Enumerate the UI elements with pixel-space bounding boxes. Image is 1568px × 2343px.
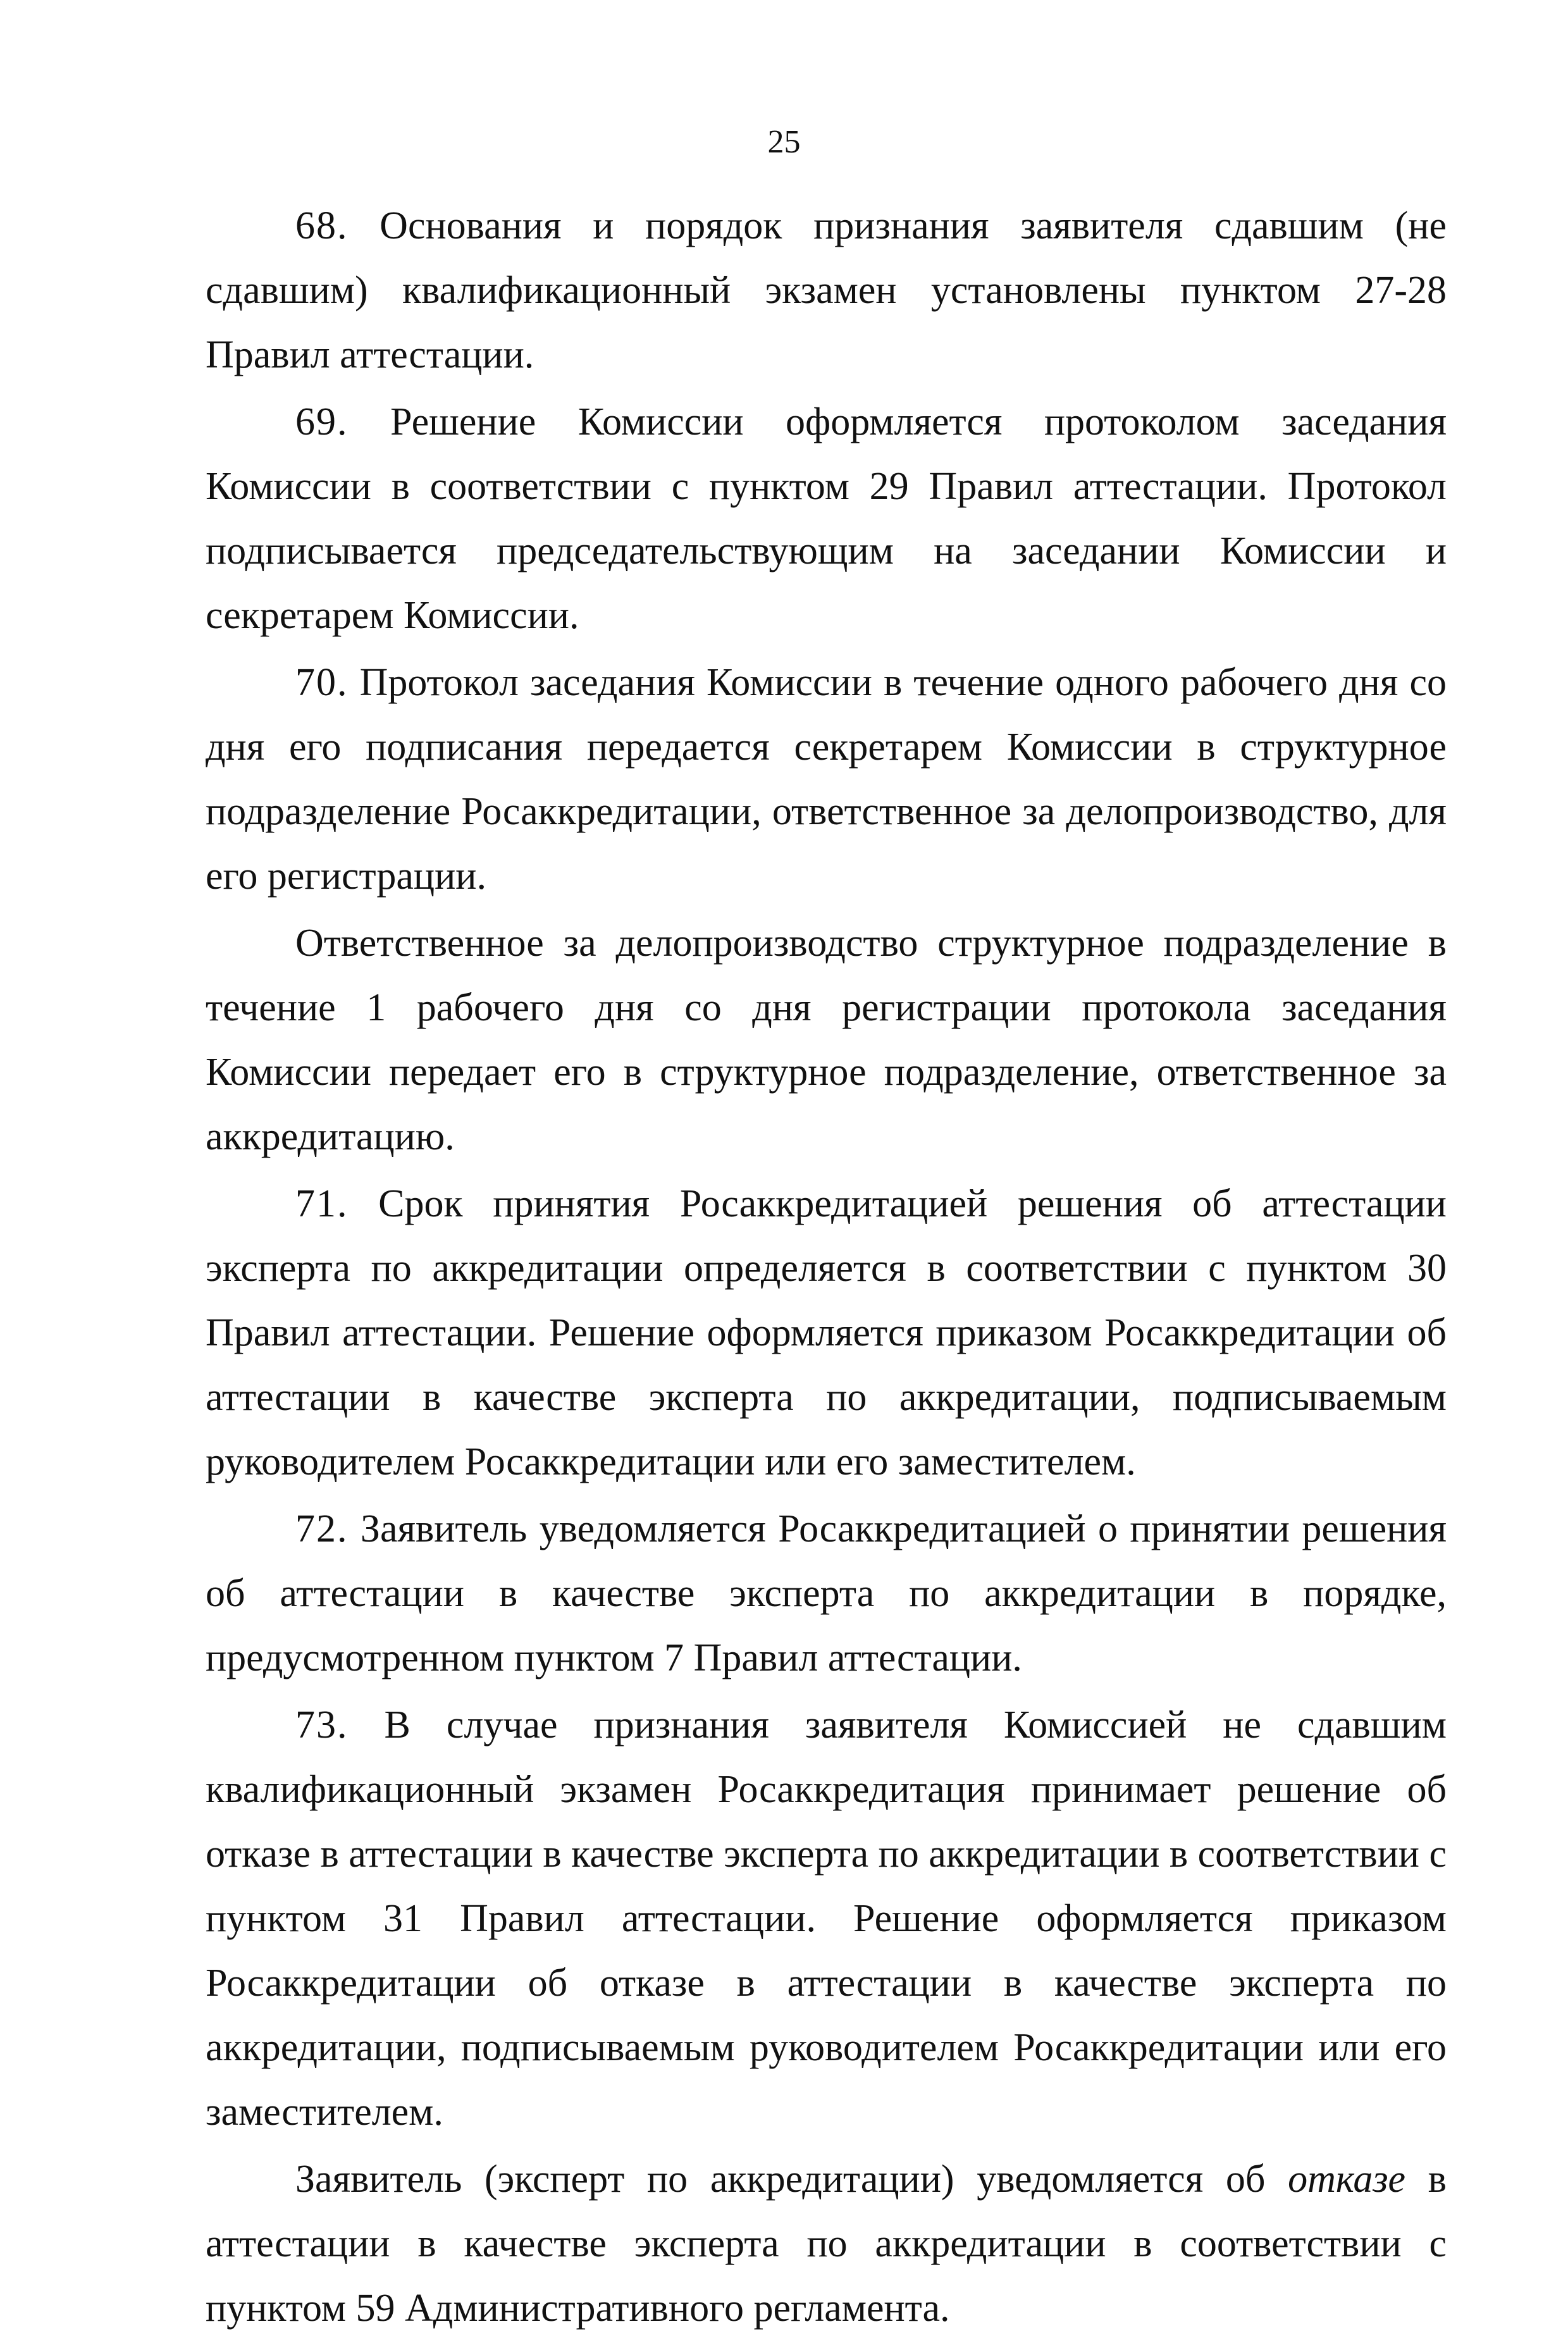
paragraph-70 (206, 650, 1447, 908)
paragraph-number: 70. (295, 661, 349, 704)
paragraph-text: Заявитель (эксперт по аккредитации) уведомляется об (295, 2158, 1288, 2201)
paragraph-number: 73. (295, 1703, 349, 1746)
paragraph-73-continued (206, 2147, 1447, 2340)
page-number: 25 (767, 124, 801, 160)
paragraph-text: Срок принятия Росаккредитацией решения об аттестации эксперта по аккредитации определяется в соответствии с пунктом 30 Правил аттестации. Решение оформляется приказом Росаккредитации об аттестации в качестве эксперта по аккредитации, подписываемым руководителем Росаккредитации или его заместителем. (206, 1182, 1447, 1483)
paragraph-69 (206, 390, 1447, 648)
paragraph-text: Протокол заседания Комиссии в течение одного рабочего дня со дня его подписания передается секретарем Комиссии в структурное подразделение Росаккредитации, ответственное за делопроизводство, для его регистрации. (206, 661, 1447, 898)
paragraph-68 (206, 194, 1447, 387)
paragraph-text: Основания и порядок признания заявителя сдавшим (не сдавшим) квалификационный экзамен установлены пунктом 27-28 Правил аттестации. (206, 204, 1447, 376)
paragraph-71 (206, 1172, 1447, 1494)
paragraph-text: Ответственное за делопроизводство структурное подразделение в течение 1 рабочего дня со дня регистрации протокола заседания Комиссии передает его в структурное подразделение, ответственное за аккредитацию. (206, 922, 1447, 1158)
paragraph-73 (206, 1693, 1447, 2144)
document-body (206, 194, 1447, 2343)
paragraph-70-continued (206, 911, 1447, 1169)
paragraph-number: 68. (295, 204, 349, 247)
paragraph-text: Заявитель уведомляется Росаккредитацией о принятии решения об аттестации в качестве эксперта по аккредитации в порядке, предусмотренном пунктом 7 Правил аттестации. (206, 1507, 1447, 1679)
paragraph-number: 69. (295, 400, 349, 443)
paragraph-text: В случае признания заявителя Комиссией не сдавшим квалификационный экзамен Росаккредитация принимает решение об отказе в аттестации в качестве эксперта по аккредитации в соответствии с пунктом 31 Правил аттестации. Решение оформляется приказом Росаккредитации об отказе в аттестации в качестве эксперта по аккредитации, подписываемым руководителем Росаккредитации или его заместителем. (206, 1703, 1447, 2134)
paragraph-number: 72. (295, 1507, 349, 1550)
emphasized-word: отказе (1288, 2158, 1406, 2201)
paragraph-72 (206, 1497, 1447, 1690)
paragraph-text: Решение Комиссии оформляется протоколом заседания Комиссии в соответствии с пунктом 29 Правил аттестации. Протокол подписывается председательствующим на заседании Комиссии и секретарем Комиссии. (206, 400, 1447, 637)
paragraph-text: в аттестации в качестве эксперта по аккредитации в соответствии с пунктом 59 Административного регламента. (206, 2158, 1447, 2330)
paragraph-number: 71. (295, 1182, 349, 1225)
